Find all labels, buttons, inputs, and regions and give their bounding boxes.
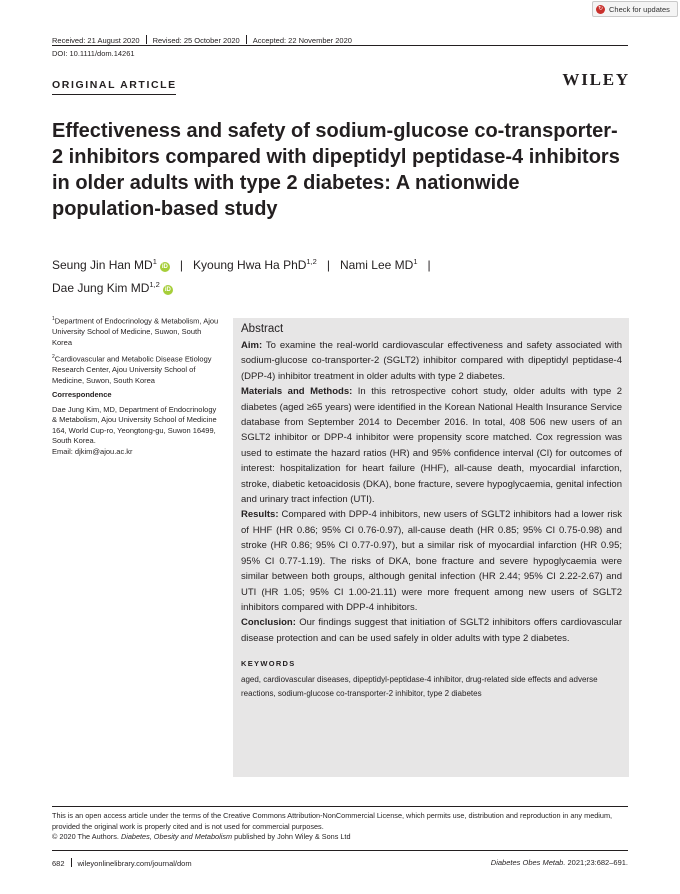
author-affiliation-ref: 1 [413,257,418,266]
author-affiliation-ref: 1 [152,257,157,266]
correspondence-email[interactable]: Email: djkim@ajou.ac.kr [52,446,133,456]
correspondence-address: Dae Jung Kim, MD, Department of Endocrinology & Metabolism, Ajou University School of Medicine 164, World Cup-ro, Yeongtong-gu, Suwon 16499, South Korea. [52,404,217,445]
divider [146,35,147,44]
author-name[interactable]: Seung Jin Han MD [52,258,153,272]
page-footer [52,858,628,868]
abstract-results [241,507,622,615]
citation [491,858,628,867]
accepted-date: Accepted: 22 November 2020 [252,36,352,45]
abstract-aim [241,338,622,384]
author-separator: | [326,258,330,272]
divider [246,35,247,44]
section-label: ORIGINAL ARTICLE [52,79,177,91]
publisher-logo: WILEY [562,70,630,89]
check-for-updates-label: Check for updates [609,5,670,14]
copyright-line [52,832,628,843]
license-text: This is an open access article under the terms of the Creative Commons Attribution-NonCommercial License, which permits use, distribution and reproduction in any medium, provided the original work is properly cited and is not used for commercial purposes. [52,811,613,831]
author-name[interactable]: Dae Jung Kim MD [52,281,150,295]
license-block [52,811,628,843]
affiliation-text: Department of Endocrinology & Metabolism, Ajou University School of Medicine, Suwon, South Korea [52,316,219,347]
author-separator: | [427,258,431,272]
affiliation-text: Cardiovascular and Metabolic Disease Etiology Research Center, Ajou University School of Medicine, Suwon, South Korea [52,354,212,385]
refresh-icon: ↻ [597,6,604,12]
doi-link[interactable]: DOI: 10.1111/dom.14261 [52,49,135,58]
keywords-heading: KEYWORDS [241,659,296,669]
section-underline [52,94,176,95]
abstract-box [233,318,629,777]
journal-name: Diabetes, Obesity and Metabolism [120,832,233,841]
header-rule [52,45,628,46]
citation-journal: Diabetes Obes Metab. [490,858,566,867]
correspondence-text [52,405,222,458]
orcid-icon[interactable]: iD [164,287,171,293]
divider [71,858,72,867]
author-name[interactable]: Kyoung Hwa Ha PhD [193,258,307,272]
journal-url[interactable]: wileyonlinelibrary.com/journal/dom [77,859,192,868]
check-for-updates-button[interactable] [592,1,678,17]
affiliation-number: 1 [52,316,55,322]
abstract-content [241,322,622,701]
revised-date: Revised: 25 October 2020 [152,36,240,45]
license-rule [52,806,628,807]
author-affiliation-ref: 1,2 [306,257,317,266]
article-title: Effectiveness and safety of sodium-glucose co-transporter-2 inhibitors compared with dipeptidyl peptidase-4 inhibitors in older adults with type 2 diabetes: A nationwide population-based study [52,120,620,220]
keywords-list: aged, cardiovascular diseases, dipeptidyl-peptidase-4 inhibitor, drug-related side effects and adverse reactions, sodium-glucose co-transporter-2 inhibitor, type 2 diabetes [241,675,598,699]
author-name[interactable]: Nami Lee MD [339,258,414,272]
author-separator: | [179,258,184,272]
conclusion-label: Conclusion: [241,617,296,629]
page-number: 682 [52,859,65,868]
copyright-prefix: © 2020 The Authors. [52,832,119,841]
author-affiliation-ref: 1,2 [149,280,160,289]
affiliations-column [52,314,222,461]
results-text: Compared with DPP-4 inhibitors, new users of SGLT2 inhibitors had a lower risk of HHF (HR 0.86; 95% CI 0.76-0.97), all-cause death (HR 0.85; 95% CI 0.75-0.98) and stroke (HR 0.86; 95% CI 0.77-0.97), but a similar risk of myocardial infarction (HR 0.95; 95% CI 0.77-1.19). The risks of DKA, bone fracture and severe hypoglycaemia were similar between both groups, although genital infection (HR 2.44; 95% CI 2.22-2.67) and UTI (HR 1.05; 95% CI 1.00-21.11) were more frequent among new users of SGLT2 inhibitors compared with DPP-4 inhibitors. [241,509,623,613]
results-label: Results: [241,509,279,521]
correspondence-heading: Correspondence [52,390,112,399]
aim-label: Aim: [241,340,263,351]
abstract-heading: Abstract [241,323,284,335]
received-date: Received: 21 August 2020 [52,36,140,45]
citation-volume: 2021;23:682–691. [567,858,628,867]
abstract-conclusion [241,615,622,646]
copyright-suffix: published by John Wiley & Sons Ltd [234,832,351,841]
methods-text: In this retrospective cohort study, older adults with type 2 diabetes (aged ≥65 years) were identified in the Korean National Health Insurance Service database from September 2014 to December 2016. In total, 408 506 new users of an SGLT2 inhibitor or DPP-4 inhibitor were propensity score matched. Cox regression was used to estimate the hazard ratios (HR) and 95% confidence interval (CI) for outcomes of interest: hospitalization for heart failure (HHF), all-cause death, myocardial infarction, stroke, diabetic ketoacidosis (DKA), bone fracture, severe hypoglycaemia, genital infection and urinary tract infection (UTI). [241,386,623,506]
abstract-methods [241,384,622,507]
affiliation-number: 2 [52,354,55,360]
affiliation [52,314,222,348]
conclusion-text: Our findings suggest that initiation of SGLT2 inhibitors offers cardiovascular disease protection and can be used safely in older adults with type 2 diabetes. [241,617,622,644]
methods-label: Materials and Methods: [241,386,353,398]
orcid-icon[interactable]: iD [161,264,168,270]
article-dates [52,35,352,45]
affiliation [52,352,222,386]
author-list [52,252,622,298]
aim-text: To examine the real-world cardiovascular effectiveness and safety associated with sodium-glucose co-transporter-2 (SGLT2) inhibitor compared with dipeptidyl peptidase-4 (DPP-4) inhibitor treatment in older adults with type 2 diabetes. [241,340,623,382]
footer-rule [52,850,628,851]
